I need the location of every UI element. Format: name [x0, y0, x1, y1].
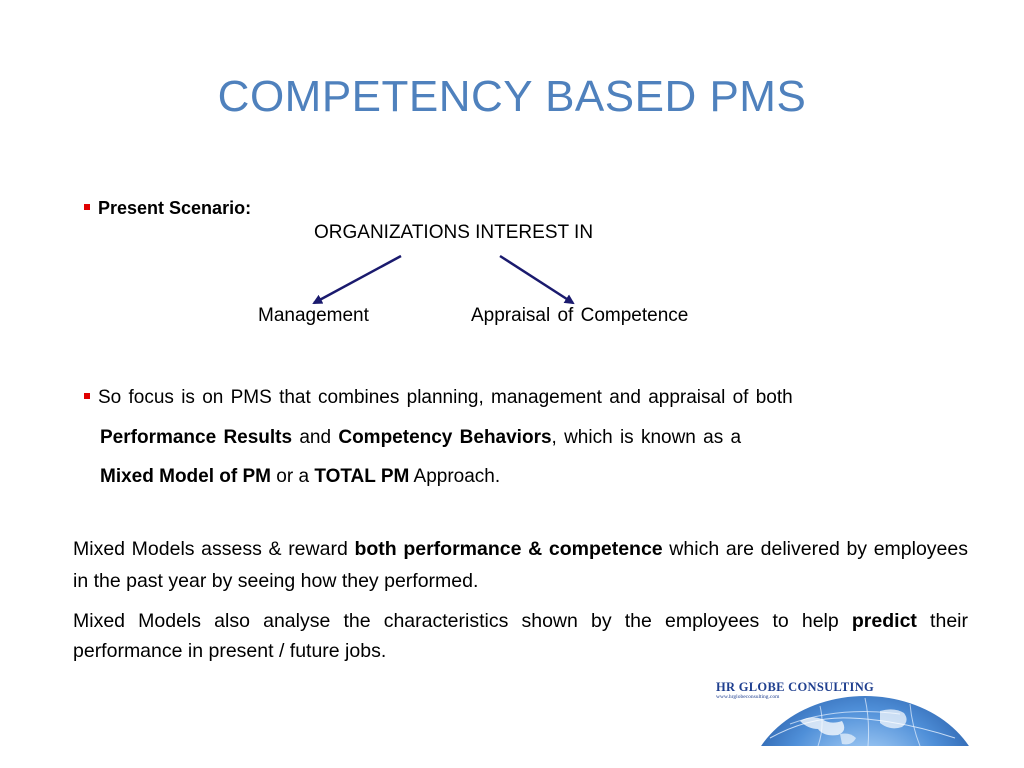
approach-text: Approach.: [409, 466, 501, 487]
mixed-models-paragraph-1: [73, 533, 968, 597]
logo-url: www.hrglobeconsulting.com: [716, 694, 780, 700]
or-a-text: or a: [271, 466, 315, 487]
bullet-focus: [84, 387, 793, 409]
slide-title: COMPETENCY BASED PMS: [217, 72, 807, 121]
focus-line3: [100, 466, 500, 488]
para2-pre: Mixed Models also analyse the characteristics shown by the employees to help: [73, 610, 852, 632]
competency-behaviors-text: Competency Behaviors: [338, 427, 552, 448]
performance-results-text: Performance Results: [100, 427, 293, 448]
focus-line2: [100, 427, 741, 449]
diagram-appraisal-label: Appraisal of Competence: [471, 305, 689, 326]
arrow-to-appraisal: [500, 256, 573, 303]
para2-bold: predict: [851, 610, 917, 632]
total-pm-text: TOTAL PM: [314, 466, 410, 487]
and-text: and: [292, 427, 339, 448]
present-scenario-label: Present Scenario:: [98, 198, 252, 218]
arrow-to-management: [314, 256, 401, 303]
diagram-management-label: Management: [258, 305, 369, 326]
hr-globe-logo: [700, 676, 980, 746]
bullet-square-icon: [84, 393, 90, 399]
para1-pre: Mixed Models assess & reward: [73, 538, 355, 560]
para1-bold: both performance & competence: [354, 538, 663, 560]
mixed-model-text: Mixed Model of PM: [100, 466, 271, 487]
diagram-root-label: ORGANIZATIONS INTEREST IN: [314, 222, 594, 243]
bullet-square-icon: [84, 204, 90, 210]
bullet-present-scenario: [84, 198, 251, 219]
para2-post: their performance in present / future jobs.: [73, 610, 968, 662]
focus-line1: So focus is on PMS that combines planning, management and appraisal of both: [98, 387, 793, 408]
logo-company-name: HR GLOBE CONSULTING: [716, 680, 875, 694]
known-as-text: , which is known as a: [551, 427, 742, 448]
para1-post: which are delivered by employees in the past year by seeing how they performed.: [73, 538, 968, 592]
mixed-models-paragraph-2: [73, 606, 968, 666]
